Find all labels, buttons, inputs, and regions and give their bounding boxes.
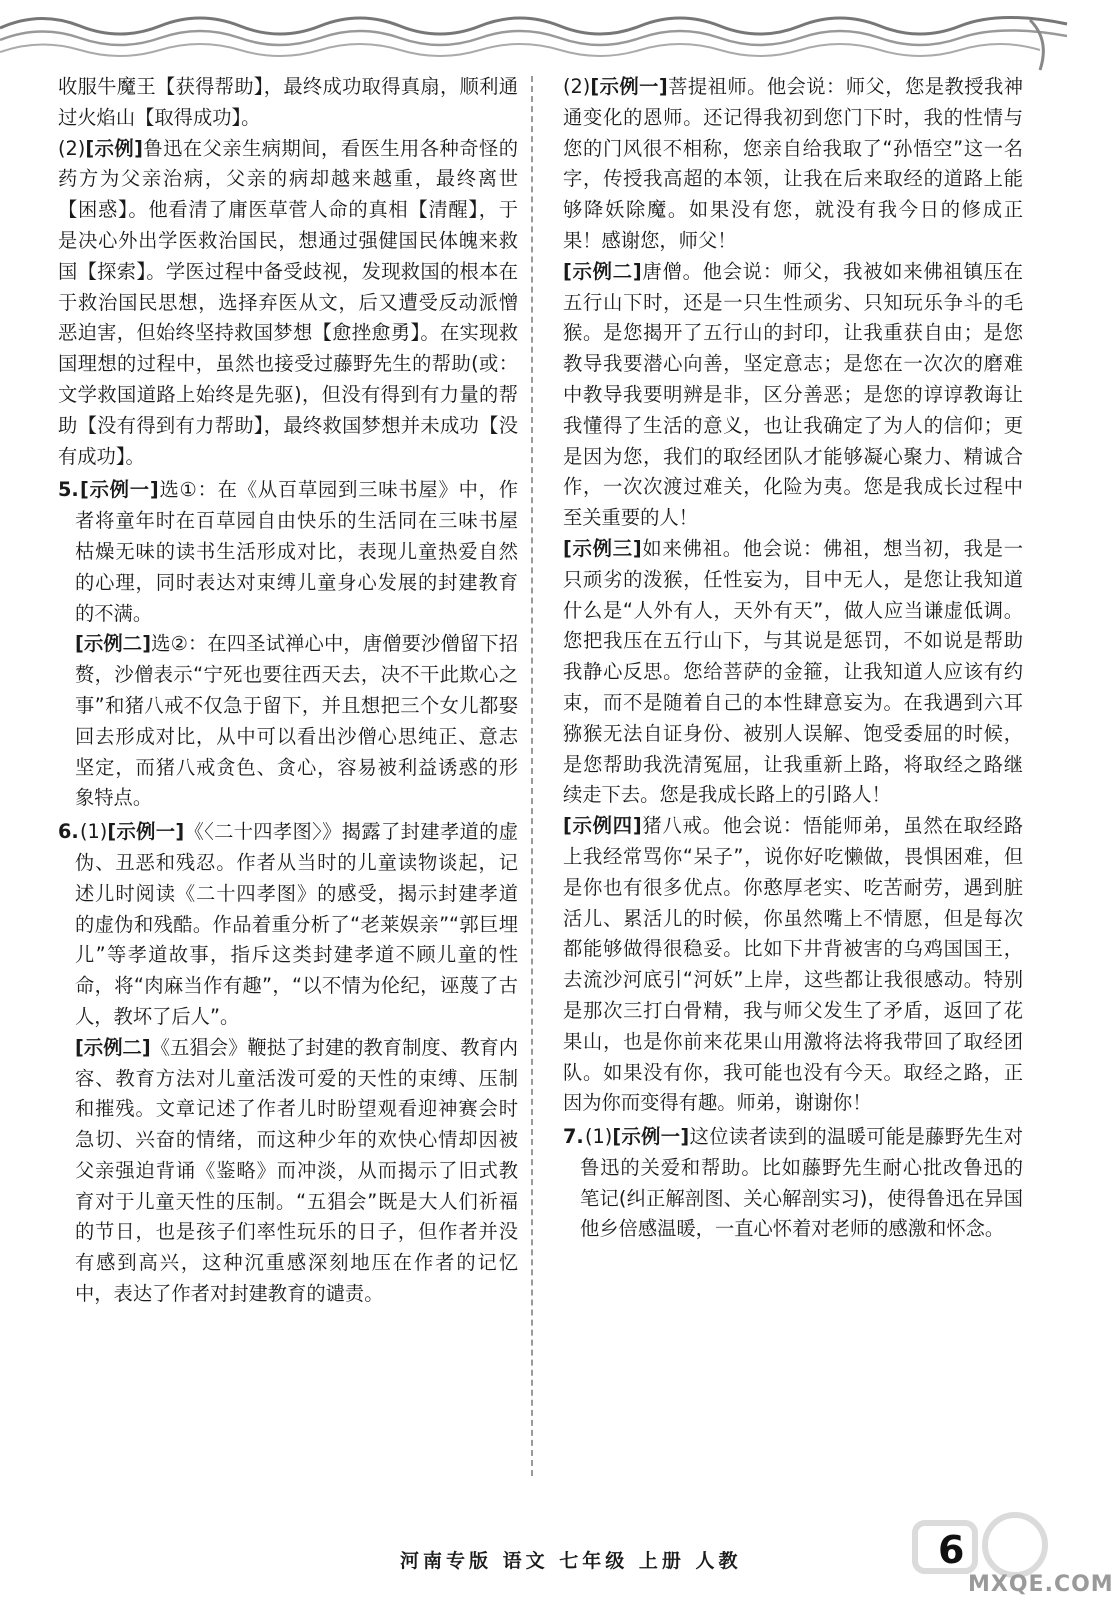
- answer-paragraph: [58, 134, 518, 473]
- question-number: 6.: [58, 820, 79, 844]
- question-6: [58, 817, 518, 1033]
- example-tag: [示例三]: [563, 536, 642, 560]
- answer-paragraph: [563, 534, 1023, 811]
- sub-number: (2): [58, 136, 86, 160]
- example-tag: [示例二]: [563, 259, 642, 283]
- decorative-top-border: [0, 0, 1067, 70]
- answer-text: 这位读者读到的温暖可能是藤野先生对鲁迅的关爱和帮助。比如藤野先生耐心批改鲁迅的笔记(纠正解剖图、关心解剖实习)，使得鲁迅在异国他乡倍感温暖，一直心怀着对老师的感激和怀念。: [580, 1125, 1024, 1241]
- question-5: [58, 475, 518, 629]
- example-tag: [示例一]: [80, 478, 159, 502]
- answer-paragraph: 收服牛魔王【获得帮助】，最终成功取得真扇，顺利通过火焰山【取得成功】。: [58, 75, 518, 129]
- answer-paragraph: [58, 1033, 518, 1310]
- sub-number: (2): [563, 75, 591, 98]
- sub-number: (1): [585, 1125, 613, 1149]
- sub-number: (1): [80, 820, 108, 844]
- page-number: 6: [938, 1528, 965, 1572]
- example-tag: [示例二]: [75, 1035, 151, 1059]
- question-number: 7.: [563, 1125, 584, 1149]
- answer-text: 《五猖会》鞭挞了封建的教育制度、教育内容、教育方法对儿童活泼可爱的天性的束缚、压制和摧残。文章记述了作者儿时盼望观看迎神赛会时急切、兴奋的情绪，而这种少年的欢快心情却因被父亲强迫背诵《鉴略》而冲淡，从而揭示了旧式教育对于儿童天性的压制。“五猖会”既是大人们祈福的节日，也是孩子们率性玩乐的日子，但作者并没有感到高兴，这种沉重感深刻地压在作者的记忆中，表达了作者对封建教育的谴责。: [75, 1035, 519, 1306]
- example-tag: [示例]: [85, 136, 143, 160]
- answer-text: 《〈二十四孝图〉》揭露了封建孝道的虚伪、丑恶和残忍。作者从当时的儿童读物谈起，记述儿时阅读《二十四孝图》的感受，揭示封建孝道的虚伪和残酷。作品着重分析了“老莱娱亲”“郭巨埋儿”等孝道故事，指斥这类封建孝道不顾儿童的性命，将“肉麻当作有趣”，“以不情为伦纪，诬蔑了古人，教坏了后人”。: [75, 820, 518, 1028]
- answer-text: 选①：在《从百草园到三味书屋》中，作者将童年时在百草园自由快乐的生活同在三味书屋枯燥无味的读书生活形成对比，表现儿童热爱自然的心理，同时表达对束缚儿童身心发展的封建教育的不满。: [75, 478, 519, 625]
- example-tag: [示例一]: [612, 1125, 690, 1149]
- answer-paragraph: [563, 257, 1023, 534]
- answer-paragraph: [58, 629, 518, 814]
- answer-text: 菩提祖师。他会说：师父，您是教授我神通变化的恩师。还记得我初到您门下时，我的性情与您的门风很不相称，您亲自给我取了“孙悟空”这一名字，传授我高超的本领，让我在后来取经的道路上能够降妖除魔。如果没有您，就没有我今日的修成正果！感谢您，师父！: [563, 75, 1024, 252]
- right-column: [563, 72, 1023, 1245]
- page-footer: 河南专版 语文 七年级 上册 人教: [400, 1550, 742, 1572]
- answer-text: 唐僧。他会说：师父，我被如来佛祖镇压在五行山下时，还是一只生性顽劣、只知玩乐争斗的毛猴。是您揭开了五行山的封印，让我重获自由；是您教导我要潜心向善，坚定意志；是您在一次次的磨难中教导我要明辨是非，区分善恶；是您的谆谆教诲让我懂得了生活的意义，也让我确定了为人的信仰；更是因为您，我们的取经团队才能够凝心聚力、精诚合作，一次次渡过难关，化险为夷。您是我成长过程中至关重要的人！: [563, 259, 1024, 530]
- question-number: 5.: [58, 478, 79, 502]
- example-tag: [示例二]: [75, 632, 152, 656]
- answer-paragraph: [563, 811, 1023, 1119]
- answer-text: 鲁迅在父亲生病期间，看医生用各种奇怪的药方为父亲治病，父亲的病却越来越重，最终离世【困惑】。他看清了庸医草菅人命的真相【清醒】，于是决心外出学医救治国民，想通过强健国民体魄来救国【探索】。学医过程中备受歧视，发现救国的根本在于救治国民思想，选择弃医从文，后又遭受反动派憎恶迫害，但始终坚持救国梦想【愈挫愈勇】。在实现救国理想的过程中，虽然也接受过藤野先生的帮助(或：文学救国道路上始终是先驱)，但没有得到有力量的帮助【没有得到有力帮助】，最终救国梦想并未成功【没有成功】。: [58, 136, 519, 468]
- left-column: [58, 72, 518, 1310]
- answer-text: 选②：在四圣试禅心中，唐僧要沙僧留下招赘，沙僧表示“宁死也要往西天去，决不干此欺心之事”和猪八戒不仅急于留下，并且想把三个女儿都娶回去形成对比，从中可以看出沙僧心思纯正、意志坚定，而猪八戒贪色、贪心，容易被利益诱惑的形象特点。: [75, 632, 518, 810]
- answer-text: 猪八戒。他会说：悟能师弟，虽然在取经路上我经常骂你“呆子”，说你好吃懒做，畏惧困难，但是你也有很多优点。你憨厚老实、吃苦耐劳，遇到脏活儿、累活儿的时候，你虽然嘴上不情愿，但是每次都能够做得很稳妥。比如下井背被害的乌鸡国国王，去流沙河底引“河妖”上岸，这些都让我很感动。特别是那次三打白骨精，我与师父发生了矛盾，返回了花果山，也是你前来花果山用激将法将我带回了取经团队。如果没有你，我可能也没有今天。取经之路，正因为你而变得有趣。师弟，谢谢你！: [563, 814, 1024, 1115]
- answer-text: 如来佛祖。他会说：佛祖，想当初，我是一只顽劣的泼猴，任性妄为，目中无人，是您让我知道什么是“人外有人，天外有天”，做人应当谦虚低调。您把我压在五行山下，与其说是惩罚，不如说是帮助我静心反思。您给菩萨的金箍，让我知道人应该有约束，而不是随着自己的本性肆意妄为。在我遇到六耳猕猴无法自证身份、被别人误解、饱受委屈的时候，是您帮助我洗清冤屈，让我重新上路，将取经之路继续走下去。您是我成长路上的引路人！: [563, 536, 1024, 807]
- example-tag: [示例一]: [107, 820, 185, 844]
- watermark-text: MXQE.COM: [968, 1572, 1114, 1597]
- example-tag: [示例一]: [590, 75, 668, 98]
- example-tag: [示例四]: [563, 814, 642, 838]
- answer-paragraph: [563, 72, 1023, 257]
- column-divider: [531, 76, 533, 1476]
- question-7: [563, 1122, 1023, 1245]
